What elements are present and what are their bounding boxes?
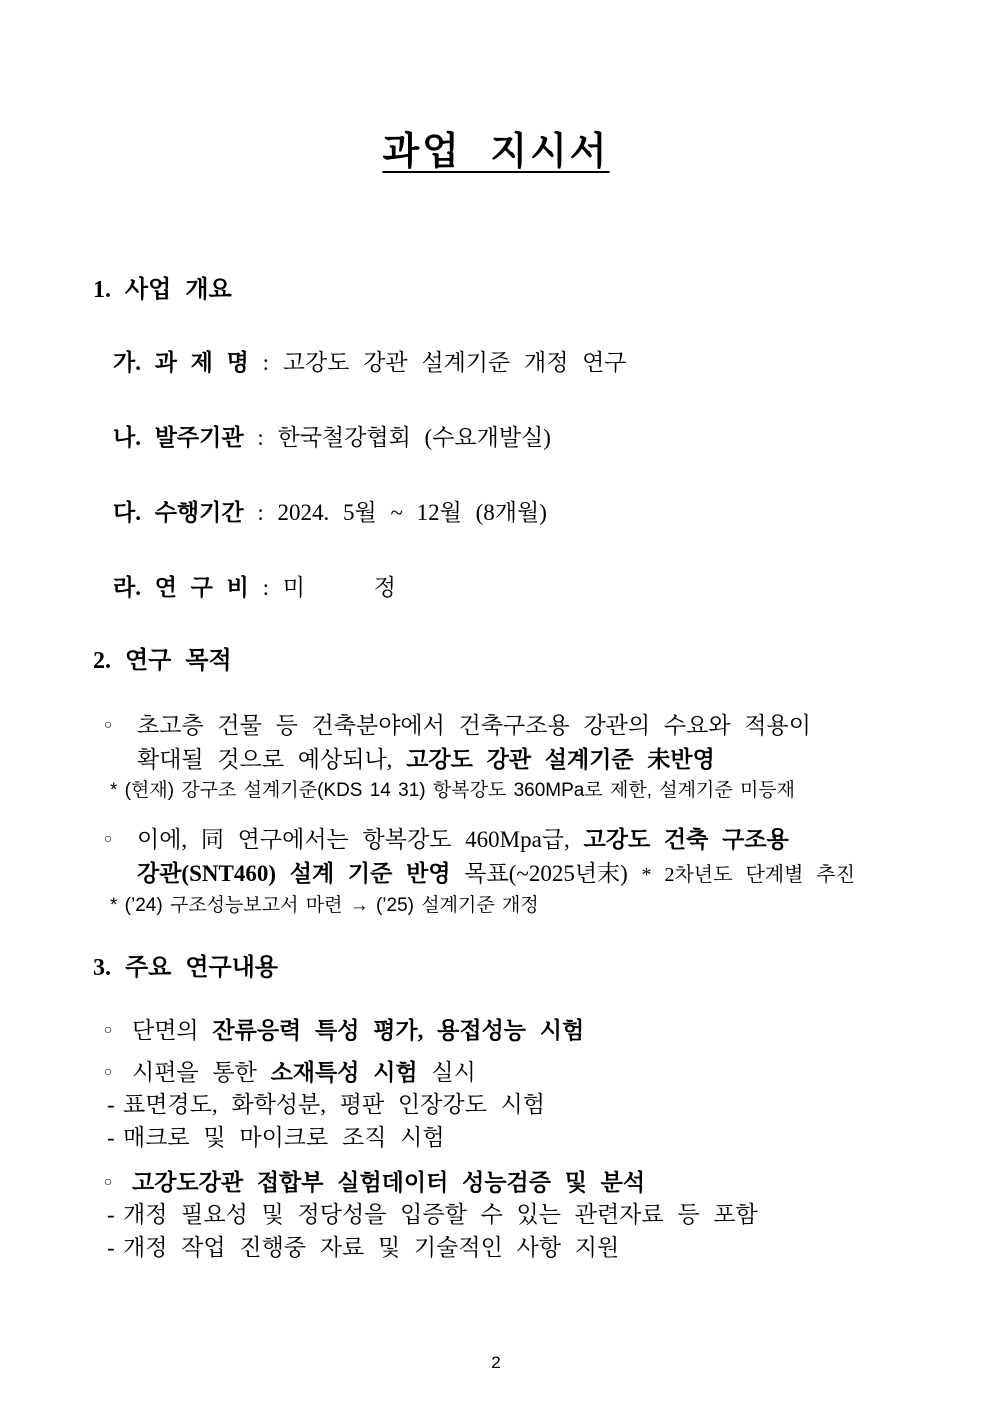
field-separator: : (248, 350, 283, 375)
section-3-heading: 3. 주요 연구내용 (93, 955, 279, 981)
sub-item-text: 개정 필요성 및 정당성을 입증할 수 있는 관련자료 등 포함 (123, 1202, 758, 1227)
field-ordering-agency (113, 423, 992, 453)
footnote-current-standard: * (현재) 강구조 설계기준(KDS 14 31) 항복강도 360MPa로 제한, 설계기준 미등재 (110, 780, 796, 801)
circle-bullet-icon: ○ (104, 1065, 113, 1080)
text-segment: 이에, 同 연구에서는 항복강도 460Mpa급, (137, 827, 584, 852)
bullet-text (137, 823, 917, 892)
field-project-name (113, 348, 992, 378)
text-segment: 시편을 통한 (132, 1060, 271, 1085)
bullet-item-material-test (104, 1058, 992, 1088)
section-1-heading: 1. 사업 개요 (93, 277, 232, 303)
footnote-yearly-plan: * (’24) 구조성능보고서 마련 → (’25) 설계기준 개정 (110, 895, 539, 916)
dash-bullet-icon: - (107, 1125, 115, 1150)
bullet-text (137, 709, 917, 777)
sub-item-macro-test (107, 1121, 992, 1154)
text-segment-bold: 고강도 강관 설계기준 未반영 (406, 747, 715, 772)
circle-bullet-icon: ○ (104, 718, 113, 733)
circle-bullet-icon: ○ (104, 832, 113, 847)
text-segment-bold: 고강도 건축 구조용 (583, 827, 789, 852)
field-budget (113, 573, 992, 603)
field-budget-value: 미 정 (282, 575, 396, 600)
sub-item-text: 개정 작업 진행중 자료 및 기술적인 사항 지원 (123, 1235, 620, 1260)
bullet-item-joint-verification (104, 1168, 992, 1198)
bullet-item-goal (104, 823, 992, 892)
field-ordering-agency-label: 나. 발주기관 (113, 425, 244, 450)
sub-item-text: 매크로 및 마이크로 조직 시험 (123, 1125, 445, 1150)
dash-bullet-icon: - (107, 1202, 115, 1227)
sub-item-surface-test (107, 1088, 992, 1121)
text-segment: 단면의 (132, 1018, 213, 1043)
dash-bullet-icon: - (107, 1092, 115, 1117)
text-segment-bold: 강관(SNT460) 설계 기준 반영 (137, 861, 451, 886)
document-title (0, 0, 992, 176)
field-period (113, 498, 992, 528)
bullet-item-demand (104, 709, 992, 777)
field-project-name-label: 가. 과 제 명 (113, 350, 249, 375)
text-segment: 목표(~2025년末) (450, 861, 642, 886)
field-period-label: 다. 수행기간 (113, 500, 244, 525)
text-segment-bold: 고강도강관 접합부 실험데이터 성능검증 및 분석 (132, 1170, 646, 1195)
text-segment-small: * 2차년도 단계별 추진 (641, 864, 856, 886)
section-2-heading: 2. 연구 목적 (93, 648, 232, 674)
bullet-item-residual-stress (104, 1016, 992, 1046)
field-ordering-agency-value: 한국철강협회 (수요개발실) (277, 425, 551, 450)
text-segment-bold: 소재특성 시험 (270, 1060, 418, 1085)
text-segment: 실시 (417, 1060, 476, 1085)
circle-bullet-icon: ○ (104, 1023, 113, 1038)
bullet-text (132, 1168, 912, 1198)
field-separator: : (248, 575, 283, 600)
document-title-text: 과업 지시서 (382, 131, 610, 173)
circle-bullet-icon: ○ (104, 1175, 113, 1190)
text-segment: 초고층 건물 등 건축분야에서 건축구조용 강관의 수요와 적용이 (137, 713, 811, 738)
field-period-value: 2024. 5월 ~ 12월 (8개월) (277, 500, 547, 525)
dash-bullet-icon: - (107, 1235, 115, 1260)
text-segment-bold: 잔류응력 특성 평가, 용접성능 시험 (212, 1018, 585, 1043)
sub-item-revision-evidence (107, 1198, 992, 1231)
page-number: 2 (491, 1353, 501, 1372)
bullet-text (132, 1058, 912, 1088)
sub-item-revision-support (107, 1231, 992, 1264)
field-separator: : (243, 425, 278, 450)
text-segment: 확대될 것으로 예상되나, (137, 747, 407, 772)
field-separator: : (243, 500, 278, 525)
field-project-name-value: 고강도 강관 설계기준 개정 연구 (282, 350, 627, 375)
sub-item-text: 표면경도, 화학성분, 평판 인장강도 시험 (123, 1092, 545, 1117)
bullet-text (132, 1016, 912, 1046)
field-budget-label: 라. 연 구 비 (113, 575, 249, 600)
